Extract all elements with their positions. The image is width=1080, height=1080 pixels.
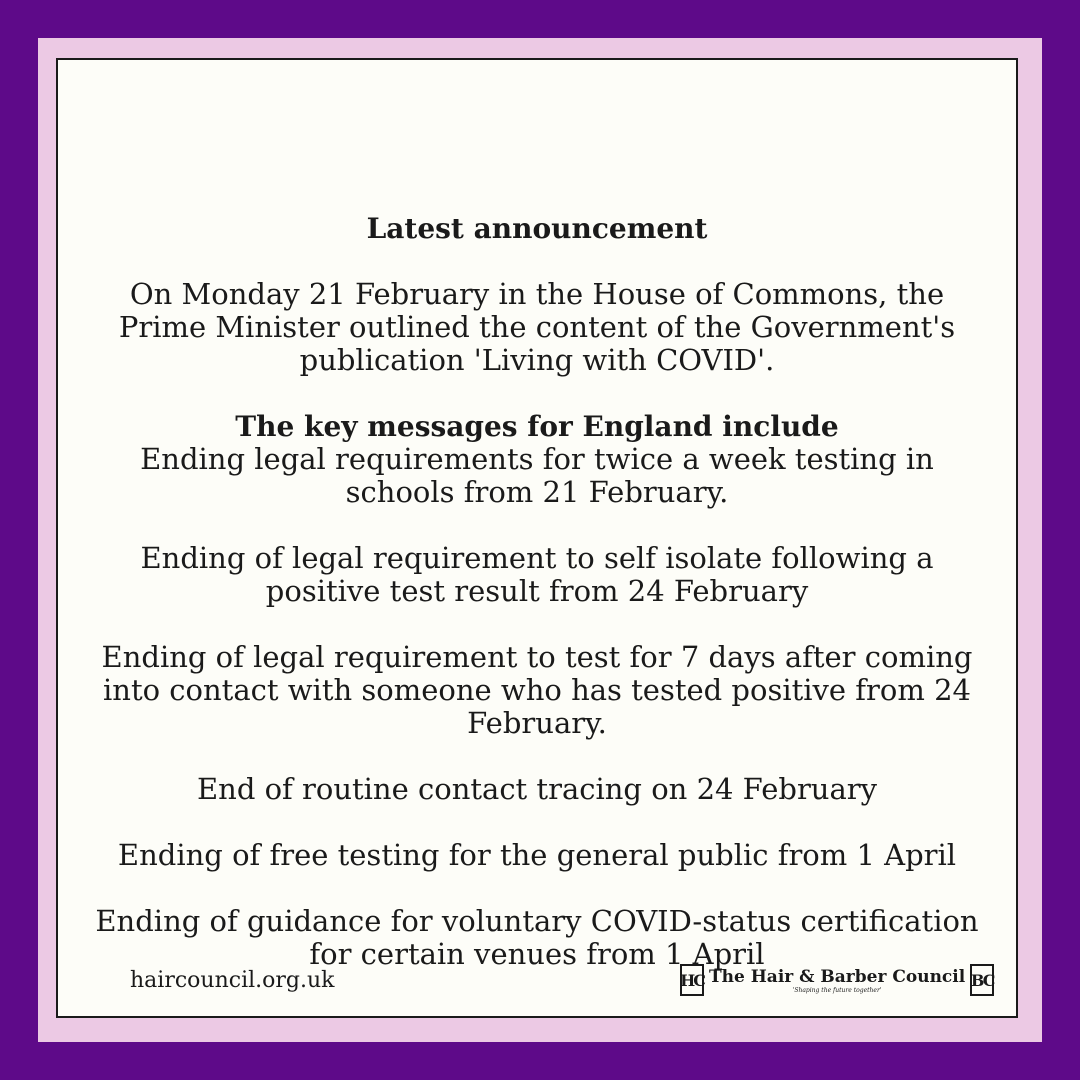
message-line: Ending of legal requirement to test for 7 days after coming xyxy=(101,640,973,674)
intro-line: Prime Minister outlined the content of the Government's xyxy=(118,310,956,344)
brand-name: The Hair & Barber Council xyxy=(709,966,966,987)
council-logo xyxy=(680,961,994,999)
bc-logo-icon: BC xyxy=(970,964,994,996)
announcement-card xyxy=(56,58,1018,1018)
message-item xyxy=(58,443,1016,509)
message-item xyxy=(58,542,1016,608)
message-line: Ending of guidance for voluntary COVID-status certification xyxy=(95,904,979,938)
intro-line: On Monday 21 February in the House of Commons, the xyxy=(129,277,945,311)
message-item xyxy=(58,641,1016,740)
brand-tagline: 'Shaping the future together' xyxy=(792,986,882,994)
message-line: positive test result from 24 February xyxy=(265,574,809,608)
announcement-content xyxy=(58,212,1016,971)
message-line: Ending legal requirements for twice a week testing in xyxy=(140,442,934,476)
announcement-title: Latest announcement xyxy=(366,212,708,245)
intro-line: publication 'Living with COVID'. xyxy=(299,343,775,377)
message-item xyxy=(58,773,1016,806)
message-line: into contact with someone who has tested positive from 24 xyxy=(103,673,971,707)
message-line: February. xyxy=(467,706,607,740)
message-line: Ending of free testing for the general public from 1 April xyxy=(117,838,957,872)
hc-logo-icon: HC xyxy=(680,964,704,996)
message-line: schools from 21 February. xyxy=(345,475,729,509)
message-line: End of routine contact tracing on 24 February xyxy=(196,772,878,806)
message-item xyxy=(58,839,1016,872)
message-line: Ending of legal requirement to self isolate following a xyxy=(140,541,934,575)
key-messages-heading: The key messages for England include xyxy=(235,410,839,443)
intro-paragraph xyxy=(58,278,1016,377)
message-line: for certain venues from 1 April xyxy=(309,937,765,971)
website-url[interactable]: haircouncil.org.uk xyxy=(130,968,335,993)
